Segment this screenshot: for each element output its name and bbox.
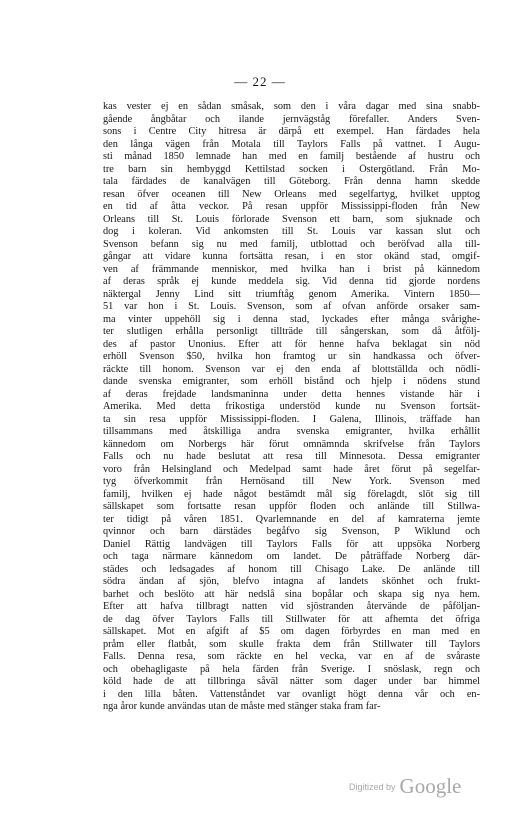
text-line: dande svenska emigranter, som erhöll bistånd och hjelp i nödens stund: [103, 376, 480, 387]
text-line: ma vinter uppehöll sig i denna stad, lyckades efter många svårighe-: [103, 313, 480, 325]
text-line: näktergal Jenny Lind sitt triumftåg genom Amerika. Vintern 1850—: [103, 288, 480, 300]
text-line: familj, hvilken ej hade något bestämdt mål sig förelagdt, slöt sig till: [103, 488, 480, 500]
text-line: och taga närmare kännedom om landet. De påträffade Norberg där-: [103, 551, 480, 562]
page-number: — 22 —: [234, 74, 286, 89]
text-line: sti månad 1850 lemnade han med en familj bestående af hustru och: [103, 151, 480, 162]
text-line: räckte till honom. Svenson var ej den enda af blottställda och nödli-: [103, 363, 480, 375]
text-line: des af pastor Unonius. Efter att för henne hafva beklagat sin nöd: [103, 338, 480, 350]
text-line: Falls. Denna resa, som räckte en hel vecka, var en af de svåraste: [103, 651, 480, 662]
text-line: tre barn sin hembyggd Kettilstad socken i Östergötland. Från Mo-: [103, 163, 480, 175]
text-line: gångar att vidare kunna fortsätta resan, i en stor okänd stad, omgif-: [103, 251, 480, 262]
text-line: sällskapet. Mot en afgift af $5 om dagen förbyrdes en man med en: [103, 626, 480, 637]
text-line: af deras språk ej kunde meddela sig. Vid denna tid gjorde nordens: [103, 276, 480, 287]
text-line: erhöll Svenson $50, hvilka hon framtog ur sin handkassa och öfver-: [103, 351, 480, 362]
text-line: Orleans till St. Louis förlorade Svenson ett barn, som sjuknade och: [103, 213, 480, 225]
text-line: Falls och nu hade beslutat att resa till Minnesota. Dessa emigranter: [103, 451, 480, 462]
text-line: den långa vägen från Motala till Taylors Falls på vattnet. I Augu-: [103, 138, 480, 150]
text-line: kas vester ej en sådan småsak, som den i våra dagar med sina snabb-: [103, 101, 480, 112]
text-line: ter tidigt på våren 1851. Qvarlemnande en del af kamraterna jemte: [103, 513, 480, 525]
text-line: voro från Helsingland och Medelpad samt hade året förut på segelfar-: [103, 463, 480, 475]
text-line: 51 var hon i St. Louis. Svenson, som af ofvan anförde orsaker sam-: [103, 301, 480, 312]
text-line: Svenson befann sig nu med familj, utblottad och beröfvad alla till-: [103, 238, 480, 250]
text-line: tala färdades de kanalvägen till Göteborg. Från denna hamn skedde: [103, 176, 480, 187]
text-line: ter slutligen erhålla personligt tillträde till sångerskan, som då åtfölj-: [103, 326, 480, 337]
digitized-by-watermark: [349, 774, 461, 799]
text-line: af deras frejdade landsmaninna under detta hennes vistande här i: [103, 388, 480, 400]
text-line: sällskapet som fortsatte resan uppför floden och anlände till Stillwa-: [103, 501, 480, 512]
text-line: de dag öfver Taylors Falls till Stillwater för att afhemta det öfriga: [103, 613, 480, 625]
text-line: gående ångbåtar och ilande jernvägståg förefaller. Anders Sven-: [103, 113, 480, 125]
text-line: sons i Centre City hitresa är därpå ett exempel. Han färdades hela: [103, 126, 480, 137]
text-line: Efter att hafva tillbragt natten vid sjöstranden återvände de påföljan-: [103, 601, 480, 612]
text-line: i den lilla båten. Vattenståndet var ovanligt högt denna vår och en-: [103, 688, 480, 700]
text-line: Daniel Rättig landvägen till Taylors Falls för att uppsöka Norberg: [103, 538, 480, 550]
text-line: tyg öfverkommit från Hernösand till New York. Svenson med: [103, 476, 480, 487]
text-line: ta sin resa uppför Mississippi-floden. I Galena, Illinois, träffade han: [103, 413, 480, 425]
text-line: städes och ledsagades af honom till Chisago Lake. De anlände till: [103, 563, 480, 575]
text-line: Amerika. Med detta frikostiga understöd kunde nu Svenson fortsät-: [103, 401, 480, 412]
text-line: tillsammans med åtskilliga andra svenska emigranter, hvilka erhållit: [103, 426, 480, 437]
text-line: barhet och beslöto att här nedslå sina bopålar och skapa sig nya hem.: [103, 588, 480, 600]
text-line: resan öfver oceanen till New Orleans med segelfartyg, hvilket upptog: [103, 188, 480, 200]
text-line: södra ändan af sjön, blefvo intagna af landets skönhet och frukt-: [103, 576, 480, 587]
text-line: ven af främmande menniskor, med hvilka han i brist på kännedom: [103, 263, 480, 275]
text-line: en tid af åtta veckor. På resan uppför Mississippi-floden från New: [103, 201, 480, 212]
watermark-prefix: Digitized by: [349, 782, 396, 792]
text-line: dog i koleran. Vid ankomsten till St. Louis var kassan slut och: [103, 226, 480, 237]
text-line: kännedom om Norbergs här förut omnämnda skrifvelse från Taylors: [103, 438, 480, 450]
text-line: pråm eller flatbåt, som skulle frakta dem från Stillwater till Taylors: [103, 638, 480, 650]
google-logo: Google: [399, 774, 462, 798]
text-line: köld hade de att tillbringa såväl nätter som dager under bar himmel: [103, 676, 480, 687]
text-line: nga åror kunde användas utan de måste med stänger staka fram far-: [103, 701, 381, 712]
body-text: [103, 101, 480, 714]
text-line: och obehagligaste på hela färden från Sverige. I snöslask, regn och: [103, 663, 480, 675]
text-line: qvinnor och barn därstädes begåfvo sig Svenson, P Wiklund och: [103, 526, 480, 537]
